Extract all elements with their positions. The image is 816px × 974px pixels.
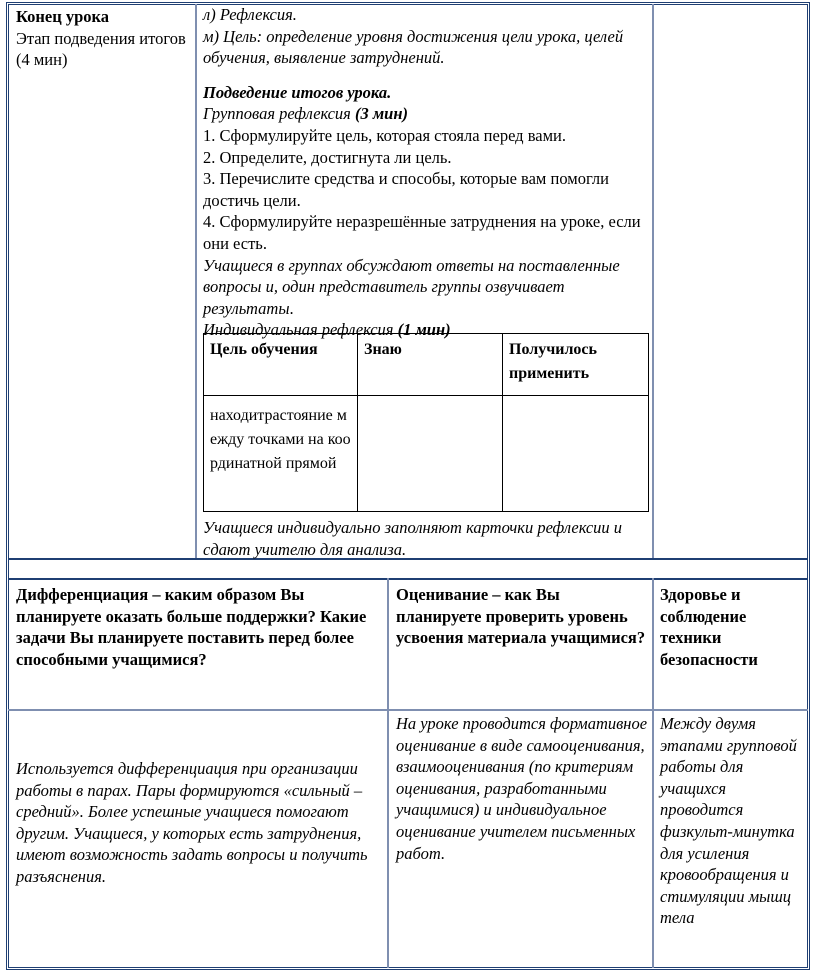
reflection-header-know: Знаю <box>358 334 503 396</box>
divider <box>652 4 654 560</box>
reflection-cell-applied[interactable] <box>503 396 649 512</box>
stage-subtitle: Этап подведения итогов (4 мин) <box>16 28 186 70</box>
differentiation-header: Дифференциация – каким образом Вы планируете оказать больше поддержки? Какие задачи Вы планируете поставить перед более способными учащимися? <box>16 585 367 669</box>
divider <box>8 578 808 580</box>
divider <box>387 578 389 968</box>
reflection-table <box>203 333 649 512</box>
group-note: Учащиеся в группах обсуждают ответы на поставленные вопросы и, один представитель группы озвучивает результаты <box>203 255 620 318</box>
divider <box>195 4 197 560</box>
individual-reflection-time: (1 мин) <box>397 320 451 340</box>
stage-title: Конец урока <box>16 7 110 26</box>
individual-reflection-label: Индивидуальная рефлексия <box>203 320 398 340</box>
reflection-cell-know[interactable] <box>358 396 503 512</box>
divider <box>652 578 654 968</box>
reflection-cell-goal: находитрастояние между точками на координатной прямой <box>204 396 358 512</box>
stage-cell <box>16 6 192 71</box>
group-reflection-line <box>203 103 649 125</box>
assessment-header: Оценивание – как Вы планируете проверить уровень усвоения материала учащимися? <box>396 585 646 648</box>
individual-note-cell <box>203 517 649 560</box>
reflection-header-goal: Цель обучения <box>204 334 358 396</box>
question-4: 4. Сформулируйте неразрешённые затруднения на уроке, если они есть. <box>203 212 641 253</box>
group-reflection-time: (3 мин) <box>354 104 408 124</box>
group-note-line <box>203 255 649 320</box>
health-body: Между двумя этапами групповой работы для учащихся проводится физкульт-минутка для усиления кровообращения и стимуляции мышц тела <box>660 714 797 928</box>
individual-note: Учащиеся индивидуально заполняют карточки рефлексии и сдают учителю для анализа. <box>203 518 623 559</box>
divider <box>8 709 808 711</box>
question-1: 1. Сформулируйте цель, которая стояла перед вами. <box>203 125 566 145</box>
assessment-body: На уроке проводится формативное оценивание в виде самооценивания, взаимооценивания (по критериям оценивания, разработанными учащимися) и индивидуальное оценивание учителем письменных работ. <box>396 714 648 863</box>
question-3: 3. Перечислите средства и способы, которые вам помогли достичь цели. <box>203 169 609 210</box>
reflection-header-applied: Получилось применить <box>503 334 649 396</box>
differentiation-body: Используется дифференциация при организации работы в парах. Пары формируются «сильный – средний». Более успешные учащиеся помогают другим. Учащиеся, у которых есть затруднения, имеют возможность задать вопросы и получить разъяснения. <box>16 759 368 886</box>
content-cell <box>203 4 649 341</box>
question-2: 2. Определите, достигнута ли цель. <box>203 147 452 167</box>
group-reflection-label: Групповая рефлексия <box>203 104 355 124</box>
group-note-end: . <box>289 298 294 318</box>
summary-heading: Подведение итогов урока. <box>203 82 392 102</box>
item-m: м) Цель: определение уровня достижения цели урока, целей обучения, выявление затруднений. <box>203 26 624 68</box>
item-l: л) Рефлексия. <box>203 5 297 24</box>
health-header: Здоровье и соблюдение техники безопасности <box>660 585 758 669</box>
